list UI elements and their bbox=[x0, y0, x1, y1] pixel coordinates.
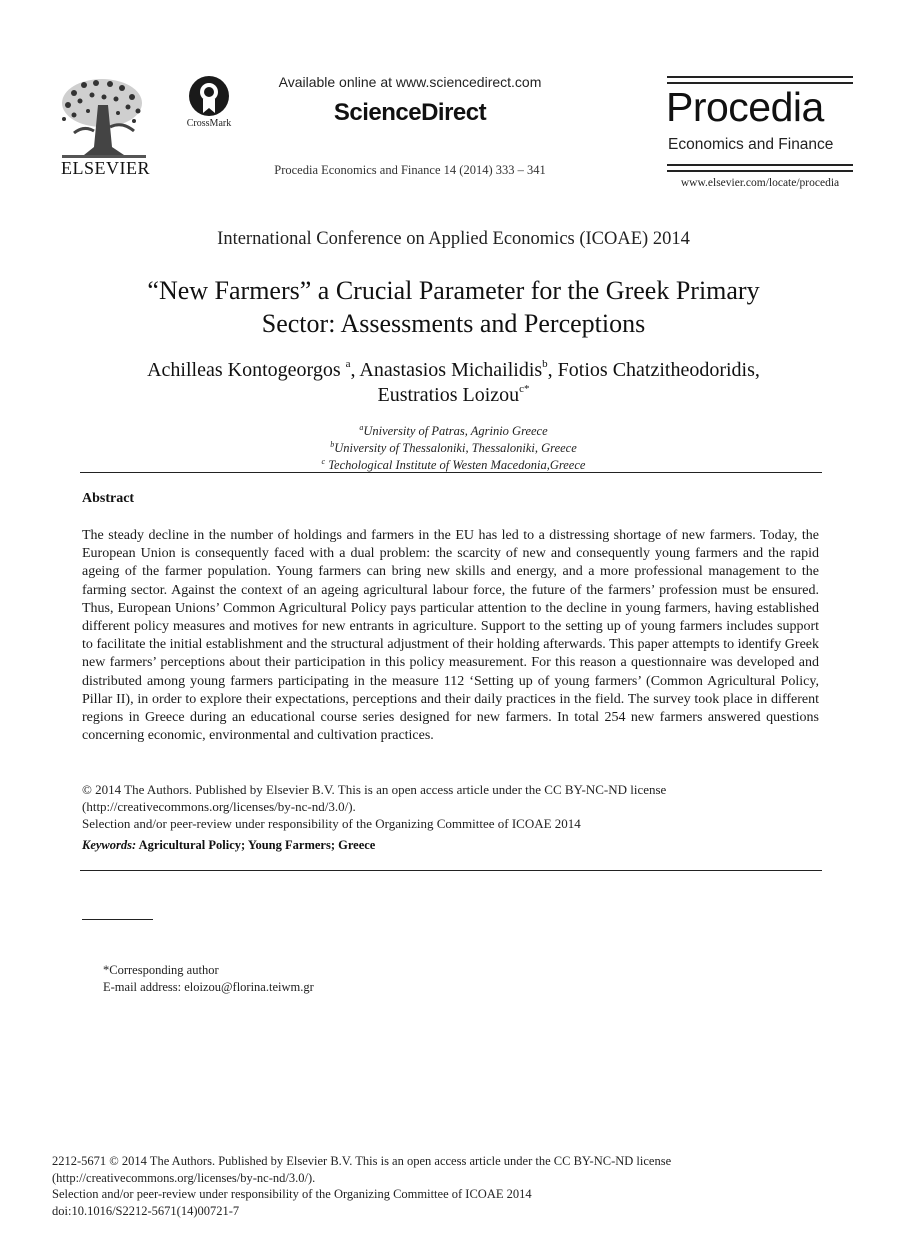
author-separator: , bbox=[547, 359, 558, 381]
author-name: Achilleas Kontogeorgos bbox=[147, 359, 346, 381]
available-online-text: Available online at www.sciencedirect.com bbox=[278, 74, 542, 90]
author-line bbox=[80, 358, 827, 383]
keywords-line bbox=[82, 838, 819, 853]
affiliation bbox=[80, 441, 827, 456]
conference-name: International Conference on Applied Economics (ICOAE) 2014 bbox=[217, 229, 690, 249]
section-divider bbox=[80, 472, 822, 473]
corresponding-author-note: *Corresponding author bbox=[103, 963, 219, 977]
affil-text: Techological Institute of Westen Macedonia,Greece bbox=[325, 458, 586, 472]
copyright-line: © 2014 The Authors. Published by Elsevier B.V. This is an open access article under the CC BY-NC-ND license bbox=[82, 782, 667, 797]
masthead-rule bbox=[667, 164, 853, 166]
corresponding-email[interactable]: E-mail address: eloizou@florina.teiwm.gr bbox=[103, 980, 314, 994]
footer-review-line: Selection and/or peer-review under responsibility of the Organizing Committee of ICOAE 2014 bbox=[52, 1187, 532, 1201]
author-name: Eustratios Loizou bbox=[377, 384, 520, 406]
affil-mark: b bbox=[330, 440, 335, 449]
section-divider bbox=[80, 870, 822, 871]
abstract-heading: Abstract bbox=[82, 491, 135, 506]
affil-mark: c bbox=[321, 457, 326, 466]
affil-mark: a bbox=[359, 423, 364, 432]
keywords-list: Agricultural Policy; Young Farmers; Greece bbox=[136, 838, 376, 852]
affiliation bbox=[80, 458, 827, 473]
title-line: Sector: Assessments and Perceptions bbox=[261, 309, 646, 338]
author-affil-mark: b bbox=[542, 358, 548, 370]
author-name: Anastasios Michailidis bbox=[359, 359, 543, 381]
title-line: “New Farmers” a Crucial Parameter for the Greek Primary bbox=[147, 276, 760, 305]
masthead-rule bbox=[667, 170, 853, 172]
abstract-body: The steady decline in the number of holdings and farmers in the EU has led to a distressing shortage of new farmers. Today, the European Union is consequently faced with a dual problem: the scarcity of new and consequently young farmers and the rapid ageing of the farmer population. Young farmers can bring new skills and energy, and a more professional management to the farming sector. Against the context of an ageing agricultural labour force, the future of the farmers’ profession must be ensured. Thus, European Unions’ Common Agricultural Policy pays particular attention to the decline in young farmers, having established different policy measures and motives for new entrants in agriculture. Support to the setting up of young farmers includes support to facilitate the initial establishment and the structural adjustment of their holding afterwards. This paper attempts to identify Greek new farmers’ perceptions about their participation in this policy measurement. For this reason a questionnaire was developed and distributed among young farmers participating in the measure 112 ‘Setting up of young farmers’ (Common Agricultural Policy, Pillar II), in order to explore their expectations, perceptions and their daily practices in the field. The survey took place in different regions in Greece during an educational course series designed for new farmers. In total 254 new farmers answered questions concerning economic, environmental and cultivation practices. bbox=[82, 528, 819, 744]
procedia-logo: Procedia bbox=[666, 84, 824, 130]
paper-title bbox=[80, 274, 827, 340]
elsevier-wordmark: ELSEVIER bbox=[61, 158, 150, 178]
keywords-label: Keywords: bbox=[82, 838, 137, 852]
author-separator: , bbox=[350, 359, 360, 381]
author-name: Fotios Chatzitheodoridis, bbox=[557, 359, 760, 381]
masthead-rule bbox=[667, 76, 853, 78]
journal-reference: Procedia Economics and Finance 14 (2014) 333 – 341 bbox=[274, 163, 546, 177]
page-footer bbox=[52, 1153, 852, 1219]
affil-text: University of Patras, Agrinio Greece bbox=[363, 424, 548, 438]
author-affil-mark: a bbox=[345, 358, 351, 370]
crossmark-label: CrossMark bbox=[186, 118, 232, 129]
affil-text: University of Thessaloniki, Thessaloniki, Greece bbox=[334, 441, 577, 455]
sciencedirect-logo[interactable]: ScienceDirect bbox=[333, 99, 487, 126]
procedia-subtitle: Economics and Finance bbox=[668, 136, 834, 153]
issn-line: 2212-5671 © 2014 The Authors. Published by Elsevier B.V. This is an open access article under the CC BY-NC-ND license bbox=[52, 1154, 672, 1168]
peer-review-line: Selection and/or peer-review under responsibility of the Organizing Committee of ICOAE 2014 bbox=[82, 816, 581, 831]
affiliation bbox=[80, 424, 827, 439]
footnote-rule bbox=[82, 919, 153, 920]
author-affil-mark: c* bbox=[519, 383, 530, 395]
author-list bbox=[80, 358, 827, 408]
procedia-url-link[interactable]: www.elsevier.com/locate/procedia bbox=[680, 177, 840, 189]
copyright-block bbox=[82, 781, 819, 832]
author-line bbox=[80, 383, 827, 408]
footer-license-link[interactable]: (http://creativecommons.org/licenses/by-nc-nd/3.0/). bbox=[52, 1170, 316, 1185]
doi-link[interactable]: doi:10.1016/S2212-5671(14)00721-7 bbox=[52, 1203, 240, 1218]
license-link[interactable]: (http://creativecommons.org/licenses/by-nc-nd/3.0/). bbox=[82, 799, 356, 814]
